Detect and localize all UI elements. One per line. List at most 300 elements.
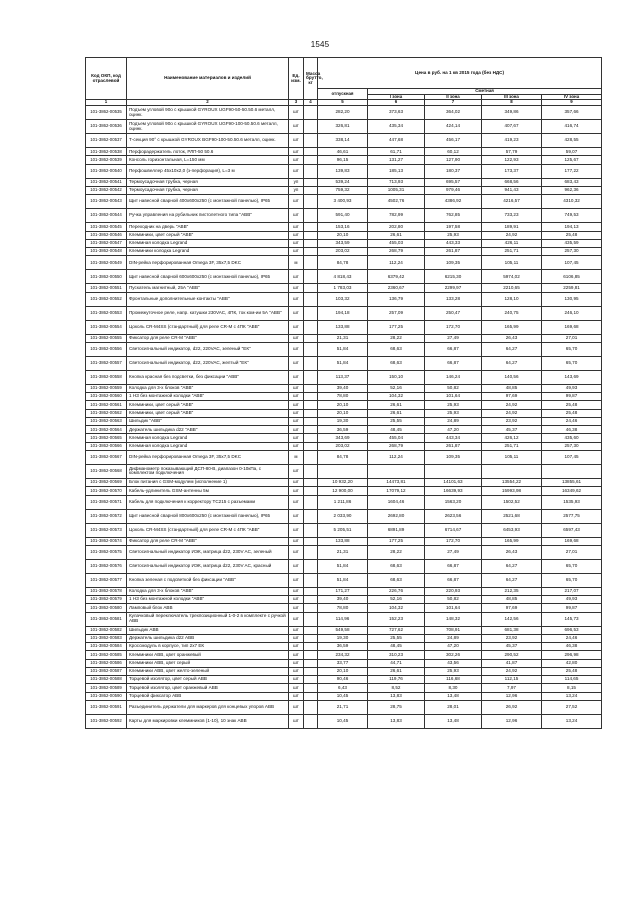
row-unit: шт xyxy=(289,487,304,495)
table-row xyxy=(86,612,602,626)
row-price: 64,27 xyxy=(482,342,542,356)
table-row xyxy=(86,714,602,728)
row-price: 7,97 xyxy=(482,684,542,692)
row-price: 695,57 xyxy=(425,178,482,186)
row-name: Светосигнальный индикатор, d22, 220VAC, желтый "ЕК" xyxy=(127,356,289,370)
row-price: 105,11 xyxy=(482,450,542,464)
row-price: 20,10 xyxy=(318,401,368,409)
row-price: 428,55 xyxy=(542,134,602,148)
row-mass xyxy=(304,426,318,434)
table-row xyxy=(86,604,602,612)
row-price: 549,58 xyxy=(318,626,368,634)
row-price: 36,59 xyxy=(318,426,368,434)
table-row xyxy=(86,700,602,714)
row-mass xyxy=(304,667,318,675)
row-name: Кулачковый переключатель трехпозиционный 1-0-2 в комплекте с ручкой АВВ xyxy=(127,612,289,626)
row-unit: шт xyxy=(289,164,304,178)
row-unit: шт xyxy=(289,434,304,442)
row-price: 125,67 xyxy=(542,156,602,164)
row-name: Шильдик АВВ xyxy=(127,626,289,634)
table-row xyxy=(86,450,602,464)
row-price: 107,45 xyxy=(542,450,602,464)
row-price: 407,67 xyxy=(482,120,542,134)
table-row xyxy=(86,537,602,545)
row-price: 681,38 xyxy=(482,626,542,634)
row-unit: шт xyxy=(289,659,304,667)
row-price: 96,15 xyxy=(318,156,368,164)
row-price: 27,01 xyxy=(542,545,602,559)
row-unit: шт xyxy=(289,239,304,247)
row-code: 101-3862-00555 xyxy=(86,334,127,342)
row-price: 733,23 xyxy=(482,209,542,223)
row-mass xyxy=(304,692,318,700)
row-mass xyxy=(304,120,318,134)
row-name: Переходник на дверь "АВВ" xyxy=(127,223,289,231)
row-price: 591,40 xyxy=(318,209,368,223)
row-price: 20,10 xyxy=(318,667,368,675)
row-mass xyxy=(304,478,318,486)
table-row xyxy=(86,478,602,486)
table-row xyxy=(86,186,602,194)
row-code: 101-3862-00557 xyxy=(86,356,127,370)
row-price: 2360,67 xyxy=(368,284,425,292)
row-price: 68,63 xyxy=(368,356,425,370)
row-mass xyxy=(304,596,318,604)
row-price: 212,35 xyxy=(482,587,542,595)
row-price: 21,71 xyxy=(318,700,368,714)
row-price: 4216,57 xyxy=(482,195,542,209)
row-price: 24,46 xyxy=(542,634,602,642)
table-row xyxy=(86,545,602,559)
row-code: 101-3862-00577 xyxy=(86,573,127,587)
row-code: 101-3862-00535 xyxy=(86,106,127,120)
row-mass xyxy=(304,604,318,612)
row-mass xyxy=(304,626,318,634)
row-unit: м xyxy=(289,450,304,464)
row-code: 101-3862-00540 xyxy=(86,164,127,178)
row-name: Клеммники, цвет серый "АВВ" xyxy=(127,231,289,239)
row-unit: шт xyxy=(289,134,304,148)
row-price: 2623,56 xyxy=(425,509,482,523)
column-number: 7 xyxy=(425,100,482,106)
table-row xyxy=(86,148,602,156)
row-code: 101-3862-00575 xyxy=(86,545,127,559)
row-price: 14101,63 xyxy=(425,478,482,486)
row-code: 101-3862-00563 xyxy=(86,417,127,425)
table-row xyxy=(86,651,602,659)
row-price: 51,84 xyxy=(318,342,368,356)
header-zone-4: IV зона xyxy=(542,94,602,100)
table-row xyxy=(86,306,602,320)
row-code: 101-3862-00571 xyxy=(86,495,127,509)
row-price: 4502,76 xyxy=(368,195,425,209)
row-price: 13,24 xyxy=(542,692,602,700)
row-code: 101-3862-00581 xyxy=(86,612,127,626)
header-zone-3: III зона xyxy=(482,94,542,100)
row-price: 185,13 xyxy=(368,164,425,178)
row-price: 2521,68 xyxy=(482,509,542,523)
row-unit: шт xyxy=(289,120,304,134)
row-price: 23,92 xyxy=(482,634,542,642)
row-name: Шильдик "АВВ" xyxy=(127,417,289,425)
row-name: Дифманометр показывающий ДСП-80-В, диапазон 0-10кПа, с комплектом подключения xyxy=(127,464,289,478)
row-price: 39,40 xyxy=(318,384,368,392)
row-code: 101-3862-00554 xyxy=(86,320,127,334)
table-row xyxy=(86,156,602,164)
header-price-title: Цена в руб. на 1 кв 2015 года (без НДС) xyxy=(318,58,602,89)
row-price: 171,27 xyxy=(318,587,368,595)
row-price: 46,38 xyxy=(542,643,602,651)
row-price: 19,30 xyxy=(318,417,368,425)
row-price: 48,45 xyxy=(368,643,425,651)
row-unit: шт xyxy=(289,464,304,478)
column-number: 8 xyxy=(482,100,542,106)
row-price: 343,69 xyxy=(318,434,368,442)
table-row xyxy=(86,409,602,417)
row-code: 101-3862-00591 xyxy=(86,700,127,714)
row-price: 60,12 xyxy=(425,148,482,156)
row-price: 78,80 xyxy=(318,393,368,401)
row-price: 64,27 xyxy=(482,356,542,370)
row-mass xyxy=(304,651,318,659)
row-price: 696,53 xyxy=(542,626,602,634)
row-code: 101-3862-00587 xyxy=(86,667,127,675)
row-price: 13855,61 xyxy=(542,478,602,486)
row-unit: шт xyxy=(289,537,304,545)
row-price: 6714,67 xyxy=(425,523,482,537)
row-price: 26,61 xyxy=(368,401,425,409)
table-row xyxy=(86,164,602,178)
header-unit: Ед. изм. xyxy=(289,58,304,100)
row-code: 101-3862-00543 xyxy=(86,195,127,209)
row-price: 143,69 xyxy=(542,370,602,384)
row-price: 122,93 xyxy=(482,156,542,164)
row-name: Промежуточное реле, напр. катушки 230VAC, 4ПК, ток ком-ии 5А "АВВ" xyxy=(127,306,289,320)
row-price: 13,83 xyxy=(368,714,425,728)
row-price: 24,89 xyxy=(425,634,482,642)
row-code: 101-3862-00560 xyxy=(86,393,127,401)
row-code: 101-3862-00562 xyxy=(86,409,127,417)
row-code: 101-3862-00544 xyxy=(86,209,127,223)
row-price: 338,14 xyxy=(318,134,368,148)
row-mass xyxy=(304,256,318,270)
row-price: 13,24 xyxy=(542,714,602,728)
row-code: 101-3862-00537 xyxy=(86,134,127,148)
row-code: 101-3862-00561 xyxy=(86,401,127,409)
row-code: 101-3862-00579 xyxy=(86,596,127,604)
header-mass: Масса брутто, кг xyxy=(304,58,318,100)
row-price: 25,55 xyxy=(368,634,425,642)
row-price: 683,43 xyxy=(542,178,602,186)
header-zone-2: II зона xyxy=(425,94,482,100)
row-unit: шт xyxy=(289,393,304,401)
row-price: 44,71 xyxy=(368,659,425,667)
table-row xyxy=(86,559,602,573)
row-name: 1 НЗ без монтажной колодки "АВВ" xyxy=(127,393,289,401)
table-row xyxy=(86,248,602,256)
table-body xyxy=(86,106,602,729)
row-price: 13,48 xyxy=(425,714,482,728)
row-price: 6106,85 xyxy=(542,270,602,284)
row-code: 101-3862-00567 xyxy=(86,450,127,464)
row-code: 101-3862-00590 xyxy=(86,692,127,700)
row-price: 539,24 xyxy=(318,178,368,186)
row-price: 114,96 xyxy=(318,612,368,626)
row-unit: шт xyxy=(289,559,304,573)
row-price: 27,52 xyxy=(542,700,602,714)
row-price: 24,46 xyxy=(542,417,602,425)
row-price: 68,63 xyxy=(368,342,425,356)
table-row xyxy=(86,487,602,495)
row-price: 101,64 xyxy=(425,393,482,401)
row-code: 101-3862-00583 xyxy=(86,634,127,642)
row-name: Ламповый блок АВВ xyxy=(127,604,289,612)
row-price: 48,85 xyxy=(482,384,542,392)
row-price: 64,27 xyxy=(482,559,542,573)
row-name: Колодка для 3-х блоков "АВВ" xyxy=(127,587,289,595)
row-price: 42,80 xyxy=(542,659,602,667)
table-row xyxy=(86,634,602,642)
row-mass xyxy=(304,464,318,478)
row-price: 26,92 xyxy=(482,700,542,714)
row-price: 112,15 xyxy=(482,676,542,684)
row-unit: шт xyxy=(289,626,304,634)
row-price: 180,37 xyxy=(425,164,482,178)
row-name: Фиксатор для реле CR-M "АВВ" xyxy=(127,334,289,342)
table-row xyxy=(86,596,602,604)
row-unit: шт xyxy=(289,495,304,509)
row-price: 109,35 xyxy=(425,256,482,270)
row-price: 251,71 xyxy=(482,442,542,450)
row-price: 65,70 xyxy=(542,356,602,370)
row-code: 101-3862-00576 xyxy=(86,559,127,573)
row-price xyxy=(318,464,368,478)
row-unit: шт xyxy=(289,634,304,642)
row-price: 66,87 xyxy=(425,342,482,356)
table-row xyxy=(86,573,602,587)
row-price: 107,45 xyxy=(542,256,602,270)
header-estimate: Сметная xyxy=(368,89,602,95)
row-code: 101-3862-00584 xyxy=(86,643,127,651)
row-unit: шт xyxy=(289,401,304,409)
row-price xyxy=(425,464,482,478)
row-price: 240,75 xyxy=(482,306,542,320)
row-price: 25,48 xyxy=(542,231,602,239)
row-code: 101-3862-00588 xyxy=(86,676,127,684)
row-code: 101-3862-00566 xyxy=(86,442,127,450)
row-mass xyxy=(304,239,318,247)
row-name: Подъем угловой 90о с крышкой GYROUX UGF90-100-50.50.6 металл, оцинк. xyxy=(127,120,289,134)
row-name: Ручка управления на рубильник пистолетного типа "АВВ" xyxy=(127,209,289,223)
row-mass xyxy=(304,612,318,626)
row-price: 52,16 xyxy=(368,596,425,604)
row-price: 326,81 xyxy=(318,120,368,134)
row-code: 101-3862-00550 xyxy=(86,270,127,284)
row-price: 130,95 xyxy=(542,292,602,306)
row-price: 172,70 xyxy=(425,320,482,334)
row-mass xyxy=(304,495,318,509)
row-mass xyxy=(304,417,318,425)
row-price: 48,45 xyxy=(368,426,425,434)
row-code: 101-3862-00551 xyxy=(86,284,127,292)
row-mass xyxy=(304,676,318,684)
table-row xyxy=(86,356,602,370)
row-price: 17079,12 xyxy=(368,487,425,495)
row-unit: шт xyxy=(289,417,304,425)
table-row xyxy=(86,195,602,209)
row-unit: шт xyxy=(289,320,304,334)
row-price: 1502,52 xyxy=(482,495,542,509)
row-price: 24,92 xyxy=(482,409,542,417)
row-price: 419,23 xyxy=(482,134,542,148)
row-code: 101-3862-00559 xyxy=(86,384,127,392)
row-unit: шт xyxy=(289,284,304,292)
row-price: 2259,81 xyxy=(542,284,602,292)
row-price: 114,65 xyxy=(542,676,602,684)
row-unit: шт xyxy=(289,545,304,559)
row-unit: шт xyxy=(289,248,304,256)
column-number: 3 xyxy=(289,100,304,106)
row-name: Держатель шильдика d22 АВВ xyxy=(127,634,289,642)
row-price: 12,96 xyxy=(482,692,542,700)
row-mass xyxy=(304,634,318,642)
row-mass xyxy=(304,134,318,148)
row-price: 20,10 xyxy=(318,231,368,239)
row-price: 203,02 xyxy=(318,442,368,450)
row-price: 1563,20 xyxy=(425,495,482,509)
row-price: 447,68 xyxy=(368,134,425,148)
row-unit: шт xyxy=(289,384,304,392)
row-price: 57,79 xyxy=(482,148,542,156)
row-price: 727,62 xyxy=(368,626,425,634)
row-price: 169,68 xyxy=(542,320,602,334)
row-code: 101-3862-00552 xyxy=(86,292,127,306)
row-name: Фиксатор для реле CR-M "АВВ" xyxy=(127,537,289,545)
row-price: 23,92 xyxy=(482,417,542,425)
row-price: 424,14 xyxy=(425,120,482,134)
row-unit: шт xyxy=(289,684,304,692)
row-name: Клеммники АВВ, цвет желто-зеленый xyxy=(127,667,289,675)
row-code: 101-3862-00585 xyxy=(86,651,127,659)
row-price: 26,43 xyxy=(482,545,542,559)
row-unit: шт xyxy=(289,342,304,356)
row-price: 189,91 xyxy=(482,223,542,231)
row-price: 6891,89 xyxy=(368,523,425,537)
row-price: 24,92 xyxy=(482,231,542,239)
row-unit: шт xyxy=(289,714,304,728)
table-row xyxy=(86,292,602,306)
row-unit: шт xyxy=(289,209,304,223)
row-price: 51,84 xyxy=(318,559,368,573)
row-price: 373,63 xyxy=(368,106,425,120)
row-price: 19,30 xyxy=(318,634,368,642)
row-price: 26,61 xyxy=(368,667,425,675)
table-row xyxy=(86,464,602,478)
row-price: 3 400,93 xyxy=(318,195,368,209)
table-row xyxy=(86,178,602,186)
row-mass xyxy=(304,195,318,209)
row-price: 4310,32 xyxy=(542,195,602,209)
row-mass xyxy=(304,292,318,306)
row-unit: шт xyxy=(289,231,304,239)
row-price: 14473,81 xyxy=(368,478,425,486)
row-price: 28,22 xyxy=(368,545,425,559)
row-price: 8,15 xyxy=(542,684,602,692)
row-price: 28,75 xyxy=(368,700,425,714)
row-price: 49,93 xyxy=(542,384,602,392)
row-price: 65,70 xyxy=(542,342,602,356)
row-price: 443,33 xyxy=(425,239,482,247)
row-price: 25,93 xyxy=(425,409,482,417)
row-price: 364,02 xyxy=(425,106,482,120)
row-unit: шт xyxy=(289,223,304,231)
row-mass xyxy=(304,384,318,392)
row-price xyxy=(542,464,602,478)
row-unit: шт xyxy=(289,651,304,659)
row-name: Цоколь CR-M4SS (стандартный) для реле CR-M с 4ПК "АВВ" xyxy=(127,320,289,334)
row-price: 203,02 xyxy=(318,248,368,256)
row-mass xyxy=(304,156,318,164)
row-price: 2299,97 xyxy=(425,284,482,292)
row-price: 426,11 xyxy=(482,239,542,247)
row-unit: уп xyxy=(289,186,304,194)
row-price: 12 900,00 xyxy=(318,487,368,495)
row-price: 45,37 xyxy=(482,643,542,651)
row-price: 24,92 xyxy=(482,401,542,409)
row-price: 1 783,03 xyxy=(318,284,368,292)
row-mass xyxy=(304,537,318,545)
table-row xyxy=(86,676,602,684)
row-name: DIN-рейка перфорированная Omega 3F, 35х7,5 DKC xyxy=(127,256,289,270)
row-price: 25,48 xyxy=(542,409,602,417)
row-price: 2210,65 xyxy=(482,284,542,292)
row-name: Клеммники колодка Legrand xyxy=(127,248,289,256)
table-row xyxy=(86,434,602,442)
row-name: Клеммная колодка Legrand xyxy=(127,434,289,442)
row-price: 24,92 xyxy=(482,667,542,675)
row-unit: шт xyxy=(289,700,304,714)
row-price: 97,69 xyxy=(482,393,542,401)
header-code: Код ОКП, код отраслевой xyxy=(86,58,127,100)
table-row xyxy=(86,667,602,675)
row-code: 101-3862-00547 xyxy=(86,239,127,247)
row-price: 51,84 xyxy=(318,356,368,370)
row-price: 133,28 xyxy=(425,292,482,306)
row-name: Цоколь CR-M4SS (стандартный) для реле CR-M с 4ПК "АВВ" xyxy=(127,523,289,537)
row-price: 36,59 xyxy=(318,643,368,651)
row-name: Кроссмодуль в корпусе, тип 2х7 ЕК xyxy=(127,643,289,651)
row-name: Разъединитель держатели для маркеров для концевых упоров АВВ xyxy=(127,700,289,714)
row-name: Щит навесной сварной 600х600х250 (с монтажной панелью), IP65 xyxy=(127,270,289,284)
row-mass xyxy=(304,334,318,342)
row-price: 103,32 xyxy=(318,292,368,306)
row-price: 64,27 xyxy=(482,573,542,587)
header-zone-1: I зона xyxy=(368,94,425,100)
row-price: 46,38 xyxy=(542,426,602,434)
row-price: 708,91 xyxy=(425,626,482,634)
row-mass xyxy=(304,434,318,442)
row-price: 66,87 xyxy=(425,559,482,573)
row-unit: шт xyxy=(289,106,304,120)
row-mass xyxy=(304,684,318,692)
row-unit: уп xyxy=(289,178,304,186)
column-number: 6 xyxy=(368,100,425,106)
row-price: 65,70 xyxy=(542,559,602,573)
table-row xyxy=(86,401,602,409)
row-price: 101,64 xyxy=(425,604,482,612)
row-price: 197,58 xyxy=(425,223,482,231)
row-name: Клеммники, цвет серый "АВВ" xyxy=(127,409,289,417)
